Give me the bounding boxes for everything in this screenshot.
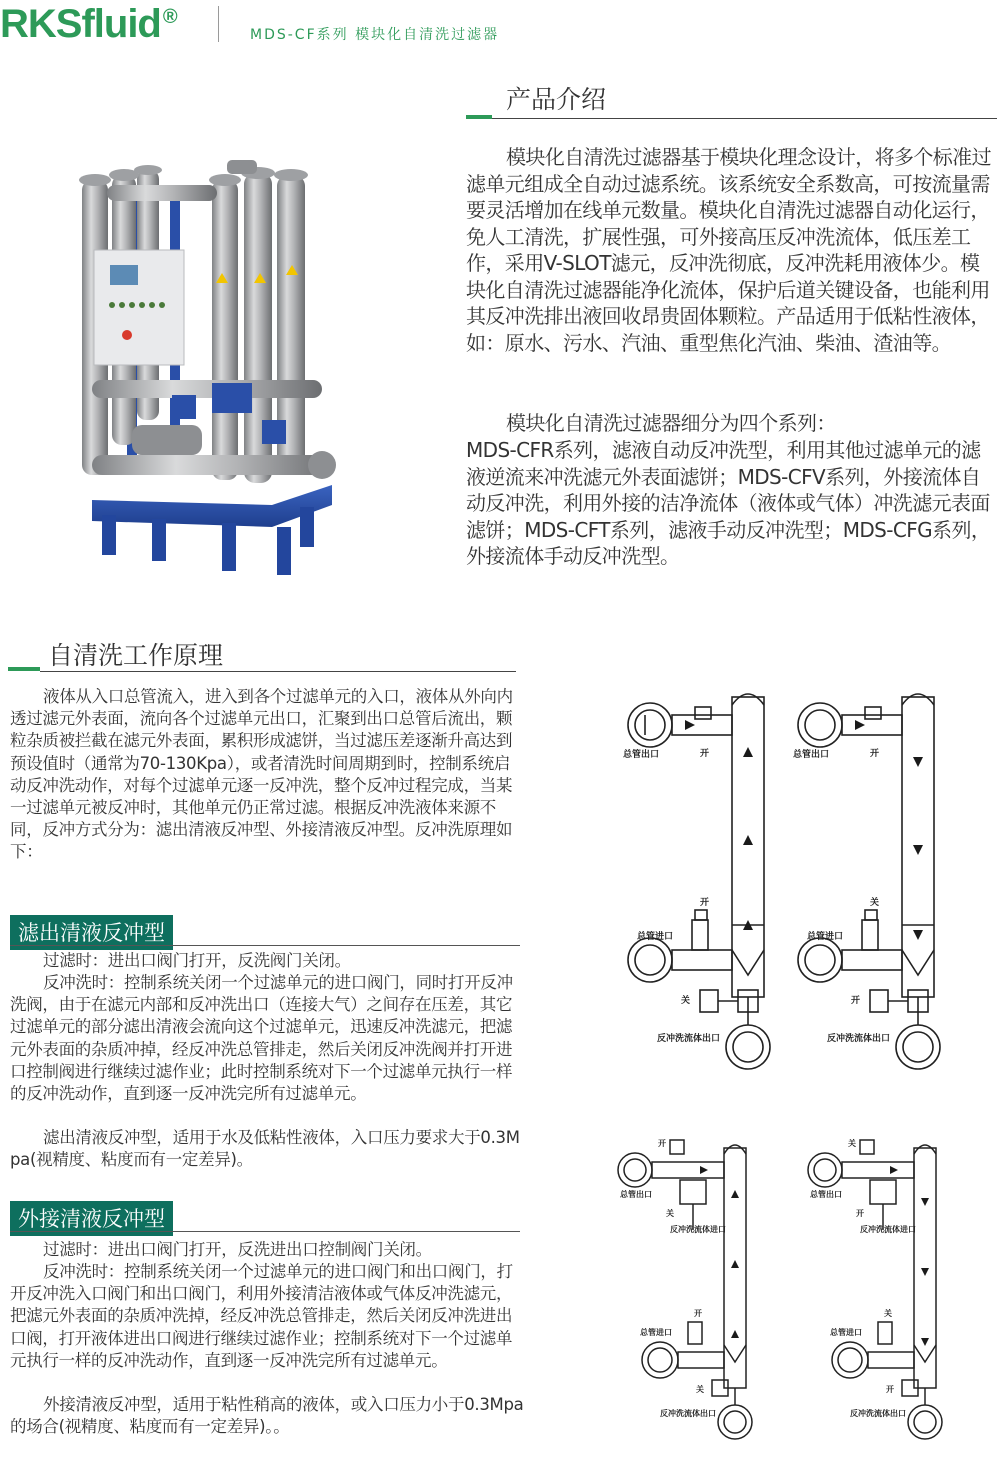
type2-title-rule (10, 1231, 520, 1232)
label-outlet: 总管出口 (620, 1190, 652, 1199)
label-open: 开 (694, 1309, 702, 1318)
type2-filtering: 过滤时：进出口阀门打开，反洗进出口控制阀门关闭。 (43, 1240, 432, 1259)
intro-title: 产品介绍 (506, 85, 607, 114)
label-backflush-out: 反冲洗流体出口 (850, 1409, 906, 1418)
product-photo (72, 155, 342, 585)
brand-name: RKSfluid (0, 2, 161, 46)
registered-mark: ® (162, 6, 177, 28)
label-inlet: 总管进口 (637, 932, 674, 942)
label-outlet: 总管出口 (810, 1190, 842, 1199)
label-open: 开 (700, 749, 710, 759)
label-backflush-out: 反冲洗流体出口 (660, 1409, 716, 1418)
type1-backflush: 反冲洗时：控制系统关闭一个过滤单元的进口阀门，同时打开反冲洗阀，由于在滤元内部和反冲洗出口（连接大气）之间存在压差，其它过滤单元的部分滤出清液会流向这个过滤单元，迅速反冲洗滤元，把滤元外表面的杂质冲掉，经反冲洗总管排走，然后关闭反冲洗阀并打开进口控制阀进行继续过滤作业；此时控制系统对下一个过滤单元执行一样的反冲洗动作，直到逐一反冲洗完所有过滤单元。 (10, 973, 513, 1104)
intro-title-rule (492, 118, 997, 119)
intro-paragraph-3: MDS-CFR系列，滤液自动反冲洗型，利用其他过滤单元的滤液逆流来冲洗滤元外表面滤饼；MDS-CFV系列，外接流体自动反冲洗，利用外接的洁净流体（液体或气体）冲洗滤元表面滤饼；MDS-CFT系列，滤液手动反冲洗型；MDS-CFG系列，外接流体手动反冲洗型。 (466, 438, 991, 568)
label-backflush-out: 反冲洗流体出口 (657, 1034, 721, 1044)
label-backflush-out: 反冲洗流体出口 (827, 1034, 891, 1044)
label-inlet: 总管进口 (807, 932, 844, 942)
type2-title: 外接清液反冲型 (10, 1201, 173, 1236)
label-open: 开 (658, 1139, 666, 1148)
type1-filtering: 过滤时：进出口阀门打开，反洗阀门关闭。 (43, 951, 351, 970)
label-outlet: 总管出口 (793, 750, 830, 760)
type1-title: 滤出清液反冲型 (10, 915, 173, 950)
type1-title-rule (10, 945, 520, 946)
intro-paragraph-2: 模块化自清洗过滤器细分为四个系列： (506, 411, 836, 435)
series-title: MDS-CF系列 模块化自清洗过滤器 (250, 27, 500, 43)
diagram-type2-filtering (600, 1130, 780, 1445)
label-open: 开 (700, 898, 710, 908)
type2-backflush: 反冲洗时：控制系统关闭一个过滤单元的进口阀门和出口阀门，打开反冲洗入口阀门和出口阀门，利用外接清洁液体或气体反冲洗滤元，把滤元外表面的杂质冲洗掉，经反冲洗总管排走，然后关闭反冲洗进出口阀，打开液体进出口阀进行继续过滤作业；控制系统对下一个过滤单元执行一样的反冲洗动作，直到逐一反冲洗完所有过滤单元。 (10, 1262, 513, 1370)
label-open: 开 (886, 1385, 894, 1394)
label-open: 开 (856, 1209, 864, 1218)
label-open: 开 (851, 996, 861, 1006)
label-close: 关 (848, 1139, 856, 1148)
label-inlet: 总管进口 (830, 1328, 862, 1337)
brand-logo (0, 2, 177, 47)
label-open: 开 (870, 749, 880, 759)
principle-title: 自清洗工作原理 (48, 641, 224, 670)
intro-paragraph-1: 模块化自清洗过滤器基于模块化理念设计，将多个标准过滤单元组成全自动过滤系统。该系统安全系数高，可按流量需要灵活增加在线单元数量。模块化自清洗过滤器自动化运行，免人工清洗，扩展性强，可外接高压反冲洗流体，低压差工作，采用V-SLOT滤元，反冲洗彻底，反冲洗耗用液体少。模块化自清洗过滤器能净化流体，保护后道关键设备，也能利用其反冲洗排出液回收昂贵固体颗粒。产品适用于低粘性液体，如：原水、污水、汽油、重型焦化汽油、柴油、渣油等。 (466, 145, 991, 355)
diagram-type1-filtering (605, 685, 785, 1080)
label-outlet: 总管出口 (623, 750, 660, 760)
label-close: 关 (696, 1385, 704, 1394)
label-close: 关 (666, 1209, 674, 1218)
principle-title-rule (40, 671, 516, 672)
type1-application: 滤出清液反冲型，适用于水及低粘性液体，入口压力要求大于0.3Mpa(视精度、粘度而有一定差异)。 (10, 1128, 520, 1170)
type2-application: 外接清液反冲型，适用于粘性稍高的液体，或入口压力小于0.3Mpa的场合(视精度、粘度而有一定差异)。。 (10, 1395, 524, 1437)
label-backflush-in: 反冲洗流体进口 (860, 1225, 916, 1234)
label-inlet: 总管进口 (640, 1328, 672, 1337)
label-close: 关 (884, 1309, 892, 1318)
label-close: 关 (681, 996, 691, 1006)
label-close: 关 (870, 898, 880, 908)
diagram-type2-backflush (790, 1130, 970, 1445)
header-divider (218, 6, 219, 42)
intro-title-accent (466, 115, 492, 119)
principle-title-accent (8, 667, 40, 671)
label-backflush-in: 反冲洗流体进口 (670, 1225, 726, 1234)
principle-paragraph: 液体从入口总管流入，进入到各个过滤单元的入口，液体从外向内透过滤元外表面，流向各个过滤单元出口，汇聚到出口总管后流出，颗粒杂质被拦截在滤元外表面，累积形成滤饼，当过滤压差逐渐升高达到预设值时（通常为70-130Kpa），或者清洗时间周期到时，控制系统启动反冲洗动作，对每个过滤单元逐一反冲洗，整个反冲过程完成，当某一过滤单元被反冲时，其他单元仍正常过滤。根据反冲洗液体来源不同，反冲方式分为：滤出清液反冲型、外接清液反冲型。反冲洗原理如下： (10, 687, 513, 862)
diagram-type1-backflush (775, 685, 955, 1080)
